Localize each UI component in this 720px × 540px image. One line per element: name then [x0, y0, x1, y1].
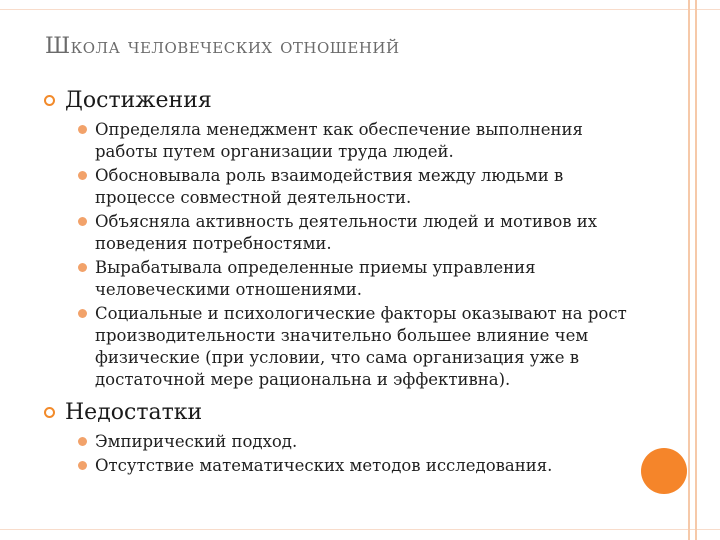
dot-bullet-icon [78, 217, 87, 226]
decorative-orange-circle [641, 448, 687, 494]
list-item [78, 165, 638, 209]
list-item-text: Обосновывала роль взаимодействия между людьми в процессе совместной деятельности. [95, 166, 564, 207]
list-item-text: Социальные и психологические факторы оказывают на рост производительности значительно большее влияние чем физические (при условии, что сама организация уже в достаточной мере рациональна и эффективна). [95, 304, 627, 389]
dot-bullet-icon [78, 461, 87, 470]
list-item [78, 303, 638, 391]
section-heading [44, 88, 638, 113]
list-item [78, 257, 638, 301]
frame-top-line [0, 9, 720, 10]
circle-bullet-icon [44, 95, 55, 106]
dot-bullet-icon [78, 171, 87, 180]
drawbacks-list [78, 431, 638, 477]
dot-bullet-icon [78, 437, 87, 446]
section-drawbacks [44, 400, 638, 479]
dot-bullet-icon [78, 125, 87, 134]
list-item-text: Эмпирический подход. [95, 432, 298, 451]
list-item [78, 211, 638, 255]
achievements-list [78, 119, 638, 391]
list-item-text: Отсутствие математических методов исследования. [95, 456, 553, 475]
section-achievements [44, 88, 638, 393]
section-heading [44, 400, 638, 425]
list-item-text: Определяла менеджмент как обеспечение выполнения работы путем организации труда людей. [95, 120, 583, 161]
circle-bullet-icon [44, 407, 55, 418]
list-item-text: Вырабатывала определенные приемы управления человеческими отношениями. [95, 258, 536, 299]
list-item [78, 431, 638, 453]
list-item-text: Объясняла активность деятельности людей и мотивов их поведения потребностями. [95, 212, 598, 253]
slide-title: Школа человеческих отношений [45, 34, 400, 59]
dot-bullet-icon [78, 309, 87, 318]
list-item [78, 119, 638, 163]
frame-right-outer-line [695, 0, 697, 540]
dot-bullet-icon [78, 263, 87, 272]
frame-right-inner-line [688, 0, 690, 540]
section-label: Недостатки [65, 400, 203, 425]
section-label: Достижения [65, 88, 212, 113]
list-item [78, 455, 638, 477]
frame-bottom-line [0, 529, 720, 530]
